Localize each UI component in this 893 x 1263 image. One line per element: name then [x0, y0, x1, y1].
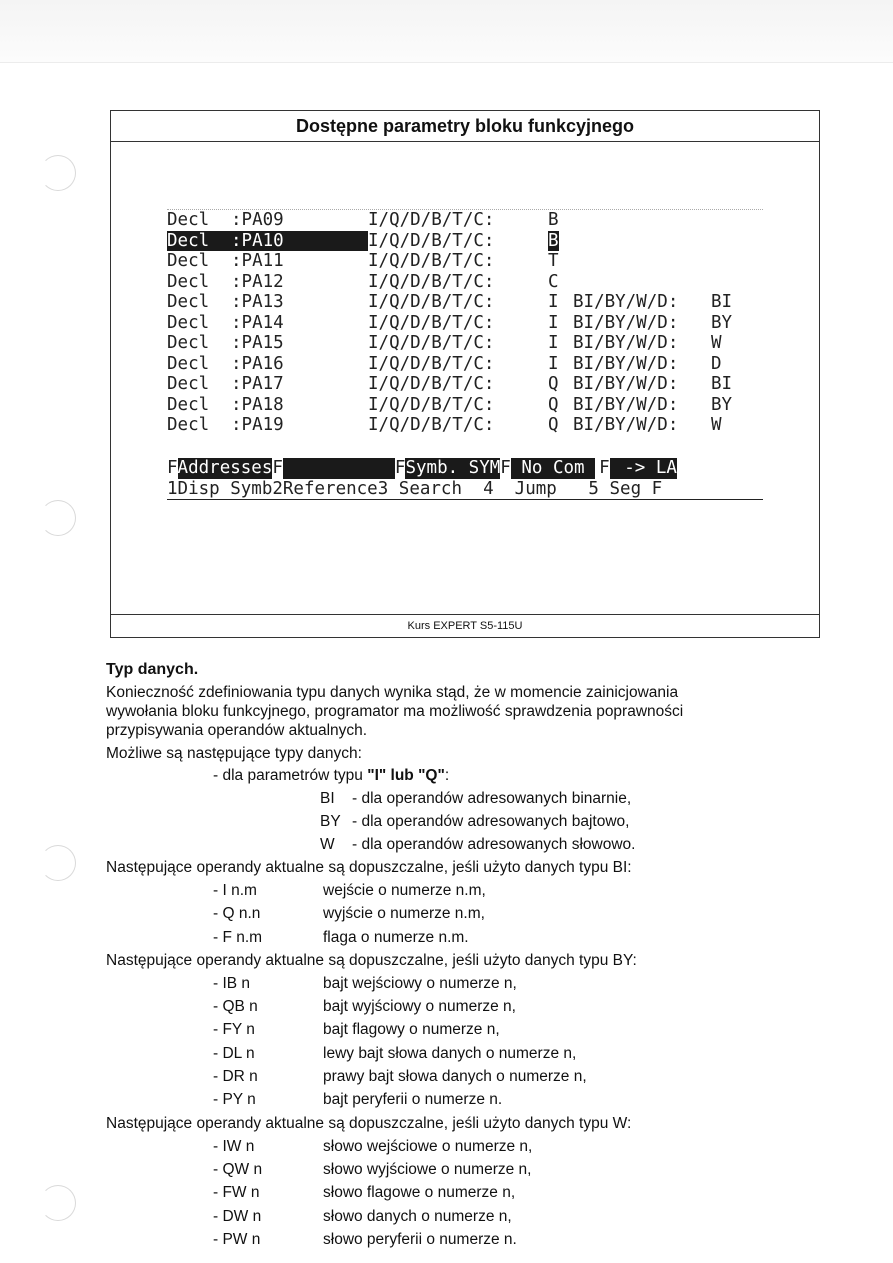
- data-type-value: BY: [711, 312, 733, 333]
- paragraph-line: Konieczność zdefiniowania typu danych wynika stąd, że w momencie zainicjowania: [106, 684, 679, 701]
- io-type-label: I/Q/D/B/T/C:: [368, 333, 495, 353]
- operand-section-title: Następujące operandy aktualne są dopuszczalne, jeśli użyto danych typu W:: [106, 1114, 632, 1132]
- decl-keyword: Decl: [167, 333, 210, 353]
- operand-desc: słowo wejściowe o numerze n,: [323, 1137, 533, 1155]
- io-type-value: B: [548, 230, 559, 251]
- operand-code: - DW n: [213, 1207, 262, 1225]
- type-code: W: [320, 836, 335, 853]
- section-heading: Typ danych.: [106, 661, 199, 678]
- figure-frame: [110, 110, 820, 638]
- data-type-value: BI: [711, 374, 733, 394]
- param-name: :PA16: [231, 353, 284, 374]
- fkey-marker: F: [272, 458, 283, 478]
- operand-item: [106, 928, 846, 951]
- data-type-label: BI/BY/W/D:: [573, 312, 679, 333]
- type-code: BY: [320, 813, 341, 830]
- punch-hole: [40, 845, 76, 881]
- data-type-value: BI: [711, 292, 733, 312]
- param-name: :PA17: [231, 374, 284, 394]
- data-type-label: [573, 272, 711, 293]
- io-type-label: I/Q/D/B/T/C:: [368, 415, 495, 435]
- declaration-row[interactable]: [167, 395, 763, 416]
- data-type-value: W: [711, 333, 722, 353]
- declaration-row[interactable]: [167, 272, 763, 293]
- type-desc: - dla operandów adresowanych bajtowo,: [352, 813, 630, 830]
- operand-desc: słowo peryferii o numerze n.: [323, 1230, 517, 1248]
- page-cutoff: [0, 1248, 893, 1263]
- declaration-row[interactable]: [167, 354, 763, 375]
- punch-hole: [40, 500, 76, 536]
- io-type-label: I/Q/D/B/T/C:: [368, 312, 495, 333]
- operand-desc: bajt wejściowy o numerze n,: [323, 974, 517, 992]
- data-type-label: BI/BY/W/D:: [573, 394, 679, 415]
- operand-item: [106, 881, 846, 904]
- param-name: :PA09: [231, 210, 284, 230]
- io-type-label: I/Q/D/B/T/C:: [368, 251, 495, 271]
- operand-desc: słowo wyjściowe o numerze n,: [323, 1160, 532, 1178]
- decl-keyword: Decl: [167, 271, 210, 292]
- operand-code: - QB n: [213, 998, 258, 1016]
- operand-item: [106, 1207, 846, 1230]
- io-type-value: Q: [548, 394, 559, 415]
- operand-code: - DR n: [213, 1068, 258, 1086]
- data-type-value: BY: [711, 394, 733, 415]
- io-type-label: I/Q/D/B/T/C:: [368, 394, 495, 415]
- declaration-row[interactable]: [167, 292, 763, 313]
- declaration-list: [167, 210, 763, 436]
- operand-code: - PY n: [213, 1091, 256, 1109]
- decl-keyword: Decl: [167, 394, 210, 415]
- decl-keyword: Decl: [167, 251, 210, 271]
- decl-keyword: Decl: [167, 292, 210, 312]
- scan-top-edge: [0, 0, 893, 63]
- data-type-label: [573, 251, 711, 272]
- operand-item: [106, 1067, 846, 1090]
- data-type-value: W: [711, 415, 722, 435]
- operand-code: - F n.m: [213, 928, 263, 946]
- data-type-label: BI/BY/W/D:: [573, 292, 679, 312]
- function-key-bar: [167, 458, 763, 500]
- param-name: :PA18: [231, 394, 284, 415]
- fkey-addresses[interactable]: Addresses: [177, 458, 273, 478]
- io-type-value: I: [548, 292, 559, 312]
- operand-item: [106, 997, 846, 1020]
- io-type-label: I/Q/D/B/T/C:: [368, 353, 495, 374]
- declaration-row[interactable]: [167, 251, 763, 272]
- data-type-value: [711, 272, 761, 293]
- operand-code: - FY n: [213, 1021, 255, 1039]
- operand-item: [106, 1044, 846, 1067]
- operand-desc: bajt peryferii o numerze n.: [323, 1091, 503, 1109]
- io-type-label: I/Q/D/B/T/C:: [368, 292, 495, 312]
- param-line: [106, 766, 846, 785]
- operand-code: - DL n: [213, 1044, 255, 1062]
- operand-desc: bajt wyjściowy o numerze n,: [323, 998, 516, 1016]
- param-prefix: - dla parametrów typu: [213, 767, 368, 784]
- io-type-value: B: [548, 210, 559, 230]
- declaration-row[interactable]: [167, 210, 763, 231]
- io-type-label: I/Q/D/B/T/C:: [368, 374, 495, 394]
- param-name: :PA11: [231, 251, 284, 271]
- punch-hole: [40, 155, 76, 191]
- io-type-value: I: [548, 333, 559, 353]
- operand-sections: [106, 858, 846, 1253]
- document-body: [106, 660, 846, 1253]
- function-key-labels: [167, 458, 763, 479]
- operand-code: - PW n: [213, 1230, 261, 1248]
- operand-code: - QW n: [213, 1160, 263, 1178]
- paragraph-line: wywołania bloku funkcyjnego, programator ma możliwość sprawdzenia poprawności: [106, 703, 684, 720]
- io-type-value: I: [548, 353, 559, 374]
- fkey-symb[interactable]: Symb. SYM: [405, 458, 501, 478]
- data-type-value: D: [711, 353, 722, 374]
- operand-desc: bajt flagowy o numerze n,: [323, 1021, 500, 1039]
- io-type-value: I: [548, 312, 559, 333]
- operand-code: - IW n: [213, 1137, 255, 1155]
- operand-item: [106, 1137, 846, 1160]
- io-type-value: C: [548, 271, 559, 292]
- param-name: :PA14: [231, 312, 284, 333]
- fkey-la[interactable]: -> LA: [610, 458, 677, 479]
- type-code: BI: [320, 790, 335, 807]
- operand-desc: słowo danych o numerze n,: [323, 1207, 512, 1225]
- declaration-row[interactable]: [167, 313, 763, 334]
- type-desc: - dla operandów adresowanych słowowo.: [352, 836, 636, 853]
- data-type-value: [711, 231, 761, 252]
- operand-item: [106, 904, 846, 927]
- param-name: :PA12: [231, 271, 284, 292]
- decl-keyword: Decl: [167, 353, 210, 374]
- operand-code: - I n.m: [213, 882, 257, 899]
- decl-keyword: Decl: [167, 231, 231, 252]
- fkey-marker: F: [599, 458, 610, 478]
- fkey-marker: F: [167, 458, 178, 478]
- param-name: :PA13: [231, 292, 284, 312]
- figure-footer: Kurs EXPERT S5-115U: [111, 614, 819, 637]
- param-name: :PA19: [231, 415, 284, 435]
- io-type-value: Q: [548, 415, 559, 435]
- param-name: :PA10: [231, 231, 368, 252]
- data-type-label: BI/BY/W/D:: [573, 374, 679, 394]
- operand-item: [106, 1160, 846, 1183]
- operand-desc: słowo flagowe o numerze n,: [323, 1184, 516, 1202]
- operand-code: - Q n.n: [213, 905, 261, 923]
- type-item: [106, 835, 846, 858]
- data-type-label: BI/BY/W/D:: [573, 333, 679, 353]
- io-type-label: I/Q/D/B/T/C:: [368, 230, 495, 251]
- punch-hole: [40, 1185, 76, 1221]
- operand-section-title: Następujące operandy aktualne są dopuszczalne, jeśli użyto danych typu BY:: [106, 951, 637, 969]
- operand-desc: prawy bajt słowa danych o numerze n,: [323, 1068, 587, 1086]
- data-type-label: [573, 210, 711, 231]
- param-name: :PA15: [231, 333, 284, 353]
- terminal-screen: [167, 209, 763, 502]
- operand-desc: flaga o numerze n.m.: [323, 928, 469, 946]
- operand-desc: wejście o numerze n.m,: [323, 882, 486, 899]
- operand-code: - FW n: [213, 1184, 260, 1202]
- fkey-no-com[interactable]: No Com: [510, 458, 596, 478]
- operand-item: [106, 1090, 846, 1113]
- declaration-row[interactable]: [167, 231, 763, 252]
- fkey-blank[interactable]: [283, 458, 395, 479]
- param-suffix: :: [444, 767, 450, 784]
- operand-section-title: Następujące operandy aktualne są dopuszczalne, jeśli użyto danych typu BI:: [106, 859, 632, 876]
- operand-item: [106, 1183, 846, 1206]
- data-type-label: BI/BY/W/D:: [573, 353, 679, 374]
- type-item: [106, 789, 846, 812]
- param-bold: "I" lub "Q": [367, 767, 445, 784]
- operand-desc: wyjście o numerze n.m,: [323, 905, 485, 923]
- data-type-value: [711, 251, 761, 272]
- type-list: [106, 789, 846, 858]
- io-type-value: Q: [548, 374, 559, 394]
- decl-keyword: Decl: [167, 210, 210, 230]
- fkey-marker: F: [394, 458, 406, 478]
- function-key-numbers: 1Disp Symb2Reference3 Search 4 Jump 5 Seg F: [167, 479, 763, 501]
- figure-title: Dostępne parametry bloku funkcyjnego: [111, 111, 819, 142]
- declaration-row[interactable]: [167, 415, 763, 436]
- type-item: [106, 812, 846, 835]
- data-type-label: BI/BY/W/D:: [573, 415, 679, 435]
- decl-keyword: Decl: [167, 374, 210, 394]
- fkey-marker: F: [500, 458, 511, 478]
- declaration-row[interactable]: [167, 333, 763, 354]
- data-type-label: [573, 231, 711, 252]
- io-type-label: I/Q/D/B/T/C:: [368, 271, 495, 292]
- operand-code: - IB n: [213, 974, 251, 992]
- operand-item: [106, 974, 846, 997]
- decl-keyword: Decl: [167, 312, 210, 333]
- io-type-value: T: [548, 251, 559, 271]
- declaration-row[interactable]: [167, 374, 763, 395]
- paragraph-line: przypisywania operandów aktualnych.: [106, 722, 368, 739]
- operand-item: [106, 1020, 846, 1043]
- data-type-value: [711, 210, 761, 231]
- operand-desc: lewy bajt słowa danych o numerze n,: [323, 1044, 577, 1062]
- decl-keyword: Decl: [167, 415, 210, 435]
- io-type-label: I/Q/D/B/T/C:: [368, 210, 495, 230]
- type-desc: - dla operandów adresowanych binarnie,: [352, 790, 632, 807]
- paragraph-line: Możliwe są następujące typy danych:: [106, 745, 362, 762]
